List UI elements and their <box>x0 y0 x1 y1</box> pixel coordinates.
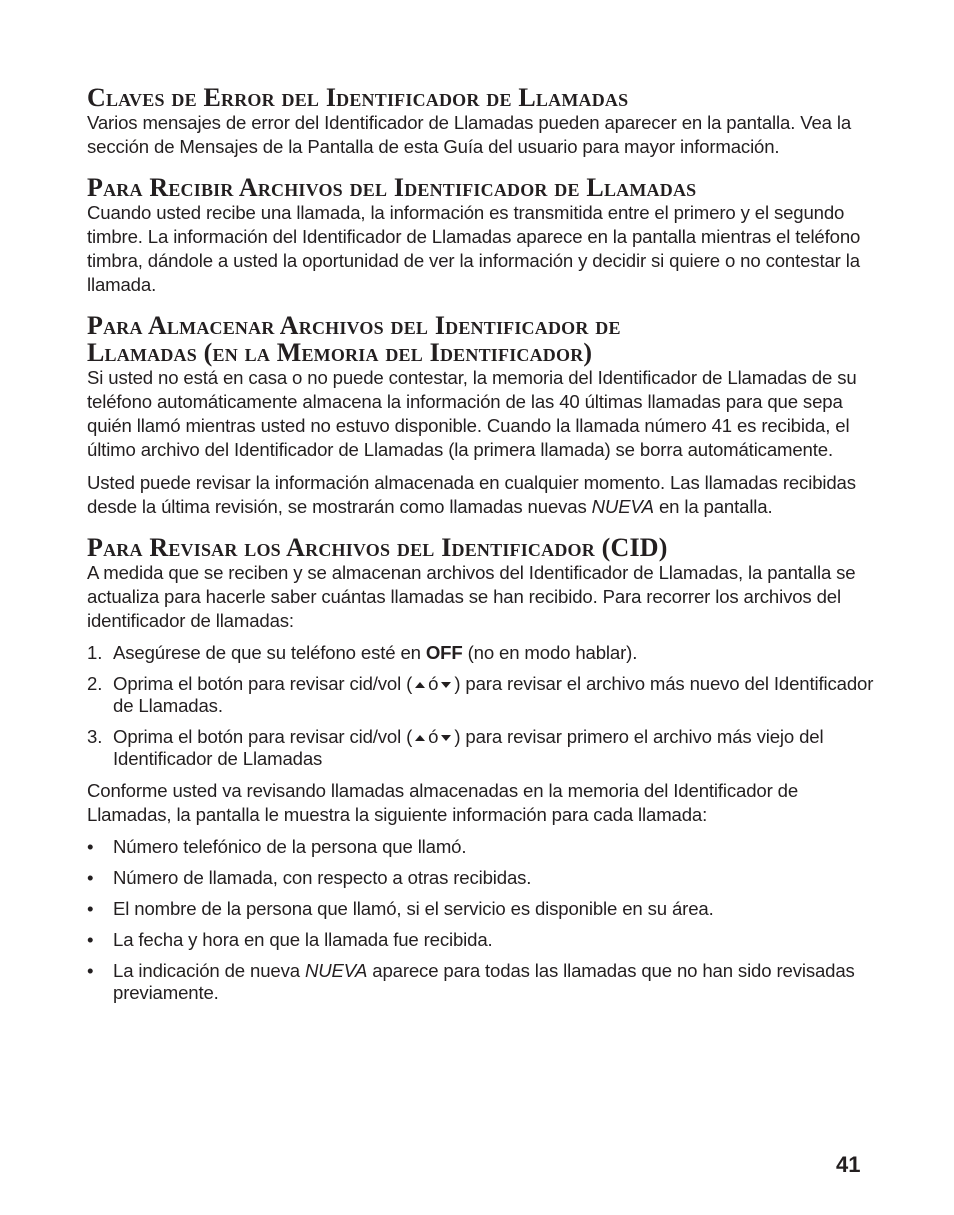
step-number: 2. <box>87 673 103 694</box>
section-caller-id-errors <box>87 84 877 159</box>
manual-page <box>87 84 877 1019</box>
bullet-marker: • <box>87 867 94 888</box>
step-number: 3. <box>87 726 103 747</box>
section-heading: Para Revisar los Archivos del Identificador (CID) <box>87 533 668 562</box>
section-heading-line2: Llamadas (en la Memoria del Identificador) <box>87 338 593 367</box>
bullet-marker: • <box>87 929 94 950</box>
triangle-down-icon <box>441 682 451 688</box>
bullet-item: • El nombre de la persona que llamó, si el servicio es disponible en su área. <box>87 898 714 919</box>
section-body-2: Usted puede revisar la información almacenada en cualquier momento. Las llamadas recibidas desde la última revisión, se mostrarán como llamadas nuevas NUEVA en la pantalla. <box>87 472 856 517</box>
triangle-up-icon <box>415 735 425 741</box>
section-receive-records <box>87 174 877 297</box>
section-body: Cuando usted recibe una llamada, la información es transmitida entre el primero y el segundo timbre. La información del Identificador de Llamadas aparece en la pantalla mientras el teléfono timbra, dándole a usted la oportunidad de ver la información y decidir si quiere o no contestar la llamada. <box>87 202 861 295</box>
bullet-item: • Número telefónico de la persona que llamó. <box>87 836 467 857</box>
step-number: 1. <box>87 642 103 663</box>
bullet-marker: • <box>87 898 94 919</box>
section-body: Varios mensajes de error del Identificador de Llamadas pueden aparecer en la pantalla. Vea la sección de Mensajes de la Pantalla de esta Guía del usuario para mayor información. <box>87 112 852 157</box>
triangle-down-icon <box>441 735 451 741</box>
section-body-3: Conforme usted va revisando llamadas almacenadas en la memoria del Identificador de Llamadas, la pantalla le muestra la siguiente información para cada llamada: <box>87 780 799 825</box>
step-item: 3. Oprima el botón para revisar cid/vol ( ó ) para revisar primero el archivo más viejo del Identificador de Llamadas <box>87 726 824 769</box>
section-heading: Para Recibir Archivos del Identificador de Llamadas <box>87 173 697 202</box>
section-body: A medida que se reciben y se almacenan archivos del Identificador de Llamadas, la pantalla se actualiza para hacerle saber cuántas llamadas se han recibido. Para recorrer los archivos del identificador de llamadas: <box>87 562 856 631</box>
new-indicator: NUEVA <box>304 960 368 981</box>
bullet-marker: • <box>87 836 94 857</box>
off-label: OFF <box>425 642 463 663</box>
section-heading-line1: Para Almacenar Archivos del Identificador de <box>87 311 621 340</box>
info-bullet-list <box>87 836 877 1004</box>
bullet-item: • Número de llamada, con respecto a otras recibidas. <box>87 867 532 888</box>
new-indicator: NUEVA <box>591 496 654 517</box>
triangle-up-icon <box>415 682 425 688</box>
step-item: 1. Asegúrese de que su teléfono esté en OFF (no en modo hablar). <box>87 642 638 663</box>
step-item: 2. Oprima el botón para revisar cid/vol ( ó ) para revisar el archivo más nuevo del Identificador de Llamadas. <box>87 673 874 716</box>
section-heading <box>87 312 877 366</box>
page-number: 41 <box>836 1152 861 1177</box>
section-heading: Claves de Error del Identificador de Llamadas <box>87 83 629 112</box>
section-body: Si usted no está en casa o no puede contestar, la memoria del Identificador de Llamadas de su teléfono automáticamente almacena la información de las 40 últimas llamadas para que sepa quién llamó mientras usted no estuvo disponible. Cuando la llamada número 41 es recibida, el último archivo del Identificador de Llamadas (la primera llamada) se borra automáticamente. <box>87 367 857 460</box>
bullet-marker: • <box>87 960 94 981</box>
section-store-records <box>87 312 877 519</box>
bullet-item: • La fecha y hora en que la llamada fue recibida. <box>87 929 493 950</box>
section-review-records <box>87 534 877 1004</box>
steps-list <box>87 642 877 770</box>
bullet-item: • La indicación de nueva NUEVA aparece para todas las llamadas que no han sido revisadas previamente. <box>87 960 855 1003</box>
